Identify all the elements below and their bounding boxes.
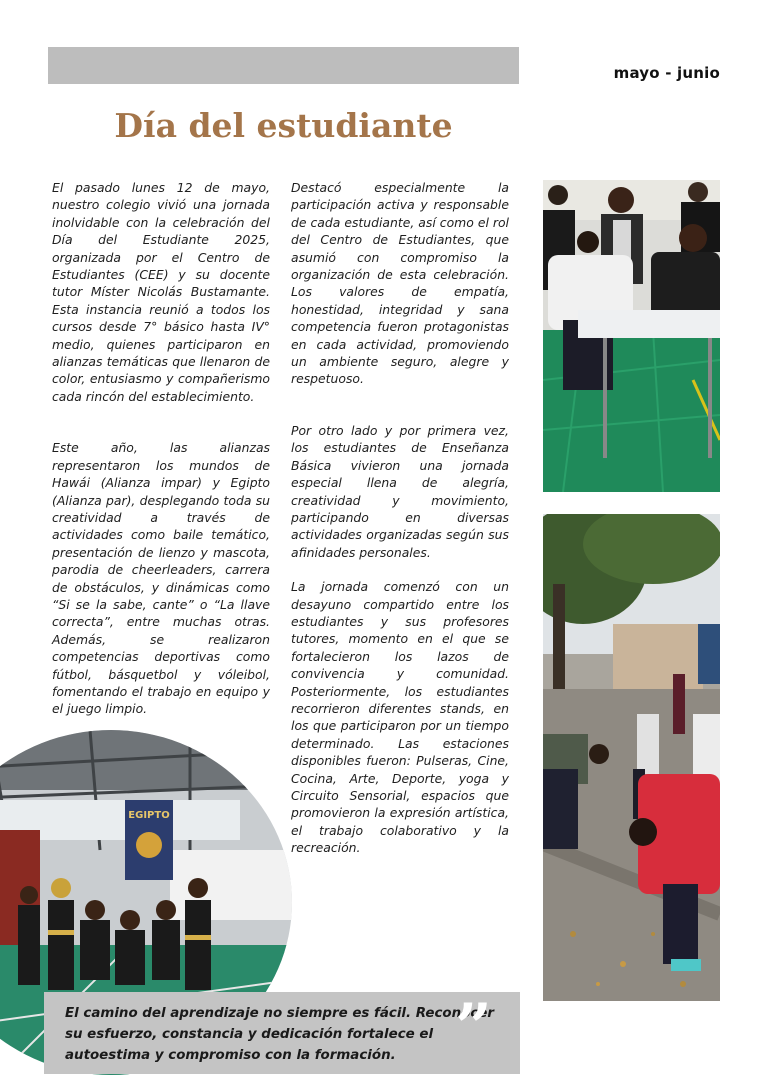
paragraph: Este año, las alianzas representaron los mundos de Hawái (Alianza impar) y Egipto (Alianza par), desplegando toda su creatividad a través de actividades como baile temático, presentación de lienzo y mascota, parodia de cheerleaders, carrera de obstáculos, y dinámicas como “Si se la sabe, cante” o “La llave correcta”, entre muchas otras. Además, se realizaron competencias deportivas como fútbol, básquetbol y vóleibol, fomentando el trabajo en equipo y el juego limpio. (52, 440, 270, 717)
egipto-banner-text: EGIPTO (128, 810, 170, 821)
quote-text: El camino del aprendizaje no siempre es fácil. Reconocer su esfuerzo, constancia y dedicación fortalece el autoestima y compromiso con la formación. (65, 1006, 494, 1063)
paragraph: La jornada comenzó con un desayuno compartido entre los estudiantes y sus profesores tutores, momento en el que se fortalecieron los lazos de convivencia y comunidad. Posteriormente, los estudiantes recorrieron diferentes stands, en los que participaron por un tiempo determinado. Las estaciones disponibles fueron: Pulseras, Cine, Cocina, Arte, Deporte, yoga y Circuito Sensorial, espacios que promovieron la expresión artística, el trabajo colaborativo y la recreación. (291, 579, 509, 856)
quote-mark-icon: ” (455, 990, 492, 1065)
article-right-column (291, 179, 509, 857)
outdoor-yoga-photo (543, 514, 720, 1001)
header-bar (48, 47, 519, 84)
paragraph: Por otro lado y por primera vez, los estudiantes de Enseñanza Básica vivieron una jornada especial llena de alegría, creatividad y movimiento, participando en diversas actividades organizadas según sus afinidades personales. (291, 422, 509, 560)
arm-wrestling-photo (543, 180, 720, 492)
issue-date: mayo - junio (613, 64, 720, 82)
paragraph: El pasado lunes 12 de mayo, nuestro colegio vivió una jornada inolvidable con la celebración del Día del Estudiante 2025, organizada por el Centro de Estudiantes (CEE) y su docente tutor Míster Nicolás Bustamante. Esta instancia reunió a todos los cursos desde 7° básico hasta IV° medio, quienes participaron en alianzas temáticas que llenaron de color, entusiasmo y compañerismo cada rincón del establecimiento. (52, 180, 270, 404)
article-left-column (52, 179, 270, 718)
article-title: Día del estudiante (114, 106, 453, 145)
paragraph: Destacó especialmente la participación activa y responsable de cada estudiante, así como el rol del Centro de Estudiantes, que asumió con compromiso la organización de esta celebración. Los valores de empatía, honestidad, integridad y sana competencia fueron protagonistas en cada actividad, promoviendo un ambiente seguro, alegre y respetuoso. (291, 180, 509, 387)
